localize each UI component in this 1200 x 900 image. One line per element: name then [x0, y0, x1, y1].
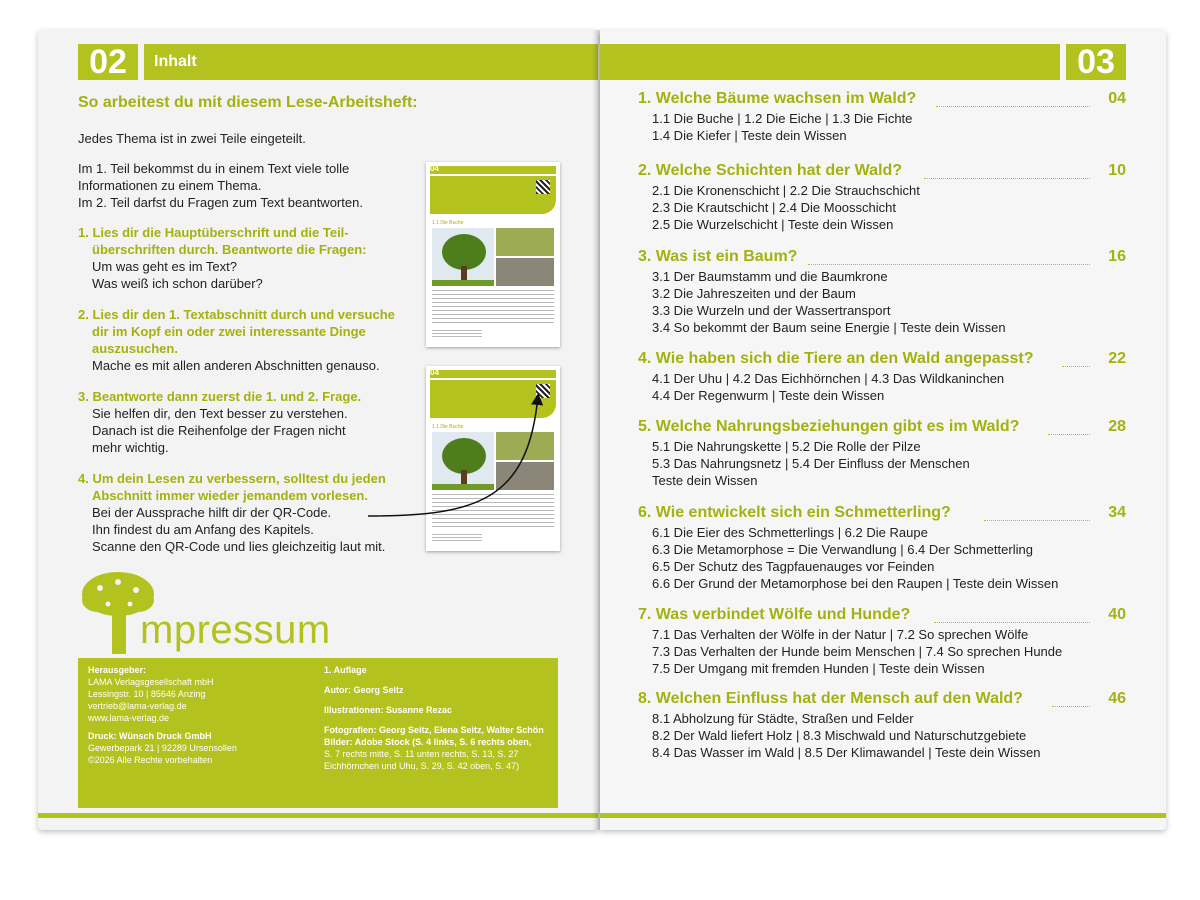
step-2: 2. Lies dir den 1. Textabschnitt durch und versuche dir im Kopf ein oder zwei interessante Dinge auszusuchen. Mache es mit allen anderen Abschnitten genauso.	[78, 307, 395, 373]
toc-item[interactable]: 7.1 Das Verhalten der Wölfe in der Natur | 7.2 So sprechen Wölfe	[652, 627, 1029, 642]
toc-item[interactable]: 2.5 Die Wurzelschicht | Teste dein Wissen	[652, 217, 894, 232]
toc-page-number: 46	[1108, 690, 1126, 707]
toc-item[interactable]: 2.3 Die Krautschicht | 2.4 Die Moosschicht	[652, 200, 896, 215]
impressum-publisher-column: Herausgeber: LAMA Verlagsgesellschaft mbH Lessingstr. 10 | 85646 Anzing vertrieb@lama-verlag.de www.lama-verlag.de Druck: Wünsch Druck GmbH Gewerbepark 21 | 92289 Ursensollen ©2026 Alle Rechte vorbehalten	[88, 665, 237, 765]
toc-page-number: 22	[1108, 350, 1126, 367]
toc-item[interactable]: 1.4 Die Kiefer | Teste dein Wissen	[652, 128, 847, 143]
thumbnail-page-number: 04	[430, 368, 439, 377]
toc-item[interactable]: 6.5 Der Schutz des Tagpfauenauges vor Feinden	[652, 559, 935, 574]
toc-item[interactable]: 5.1 Die Nahrungskette | 5.2 Die Rolle der Pilze	[652, 439, 921, 454]
toc-section	[638, 350, 1126, 404]
toc-page-number: 34	[1108, 504, 1126, 521]
toc-section	[638, 690, 1126, 761]
toc-page-number: 16	[1108, 248, 1126, 265]
toc-section	[638, 606, 1126, 677]
intro-title: So arbeitest du mit diesem Lese-Arbeitsheft:	[78, 94, 418, 111]
toc-item[interactable]: 3.3 Die Wurzeln und der Wassertransport	[652, 303, 891, 318]
toc-item[interactable]: 1.1 Die Buche | 1.2 Die Eiche | 1.3 Die Fichte	[652, 111, 913, 126]
parts-line: Informationen zu einem Thema.	[78, 178, 262, 193]
toc-section	[638, 418, 1126, 489]
toc-item[interactable]: 8.4 Das Wasser im Wald | 8.5 Der Klimawandel | Teste dein Wissen	[652, 745, 1041, 760]
toc-section	[638, 248, 1126, 336]
toc-item[interactable]: 4.4 Der Regenwurm | Teste dein Wissen	[652, 388, 885, 403]
thumbnail-subheading: 1.1 Die Buche	[432, 220, 464, 226]
toc-item[interactable]: 5.3 Das Nahrungsnetz | 5.4 Der Einfluss der Menschen	[652, 456, 970, 471]
toc-page-number: 40	[1108, 606, 1126, 623]
step-3: 3. Beantworte dann zuerst die 1. und 2. Frage. Sie helfen dir, den Text besser zu verstehen. Danach ist die Reihenfolge der Fragen nicht mehr wichtig.	[78, 389, 362, 455]
toc-item[interactable]: 3.2 Die Jahreszeiten und der Baum	[652, 286, 856, 301]
thumbnail-page-number: 04	[430, 164, 439, 173]
toc-item[interactable]: 6.6 Der Grund der Metamorphose bei den Raupen | Teste dein Wissen	[652, 576, 1059, 591]
toc-item[interactable]: 3.1 Der Baumstamm und die Baumkrone	[652, 269, 888, 284]
toc-item[interactable]: 8.2 Der Wald liefert Holz | 8.3 Mischwald und Naturschutzgebiete	[652, 728, 1027, 743]
toc-item[interactable]: 8.1 Abholzung für Städte, Straßen und Felder	[652, 711, 914, 726]
toc-section-title[interactable]: 5. Welche Nahrungsbeziehungen gibt es im Wald?	[638, 418, 1020, 435]
toc-item[interactable]: 2.1 Die Kronenschicht | 2.2 Die Strauchschicht	[652, 183, 920, 198]
toc-page-number: 28	[1108, 418, 1126, 435]
left-page-number: 02	[78, 44, 138, 80]
left-header-title: Inhalt	[144, 44, 598, 80]
impressum-credits-column: 1. Auflage Autor: Georg Seitz Illustrationen: Susanne Rezac Fotografien: Georg Seitz, Elena Seitz, Walter Schön Bilder: Adobe Stock (S. 4 links, S. 6 rechts oben, S. 7 rechts mitte, S. 11 unten rechts, S. 13, S. 27 Eichhörnchen und Uhu, S. 29, S. 42 oben, S. 47)	[324, 665, 544, 771]
intro-line: Jedes Thema ist in zwei Teile eingeteilt.	[78, 131, 306, 146]
toc-item[interactable]: Teste dein Wissen	[652, 473, 758, 488]
toc-item[interactable]: 7.5 Der Umgang mit fremden Hunden | Teste dein Wissen	[652, 661, 985, 676]
toc-item[interactable]: 4.1 Der Uhu | 4.2 Das Eichhörnchen | 4.3 Das Wildkaninchen	[652, 371, 1005, 386]
toc-item[interactable]: 6.3 Die Metamorphose = Die Verwandlung | 6.4 Der Schmetterling	[652, 542, 1033, 557]
toc-page-number: 04	[1108, 90, 1126, 107]
right-page	[600, 30, 1166, 830]
toc-section-title[interactable]: 3. Was ist ein Baum?	[638, 248, 798, 265]
toc-section	[638, 162, 1126, 233]
toc-section-title[interactable]: 2. Welche Schichten hat der Wald?	[638, 162, 903, 179]
toc-section	[638, 504, 1126, 592]
step-4: 4. Um dein Lesen zu verbessern, solltest du jeden Abschnitt immer wieder jemandem vorlesen. Bei der Aussprache hilft dir der QR-Code. Ihn findest du am Anfang des Kapitels. Scanne den QR-Code und lies gleichzeitig laut mit.	[78, 471, 386, 554]
toc-item[interactable]: 7.3 Das Verhalten der Hunde beim Menschen | 7.4 So sprechen Hunde	[652, 644, 1063, 659]
parts-line: Im 1. Teil bekommst du in einem Text viele tolle	[78, 161, 350, 176]
toc-item[interactable]: 6.1 Die Eier des Schmetterlings | 6.2 Die Raupe	[652, 525, 928, 540]
toc-item[interactable]: 3.4 So bekommt der Baum seine Energie | Teste dein Wissen	[652, 320, 1006, 335]
toc-section-title[interactable]: 7. Was verbindet Wölfe und Hunde?	[638, 606, 911, 623]
toc-section-title[interactable]: 1. Welche Bäume wachsen im Wald?	[638, 90, 917, 107]
right-page-number: 03	[1066, 44, 1126, 80]
left-page	[38, 30, 598, 830]
toc-section-title[interactable]: 8. Welchen Einfluss hat der Mensch auf den Wald?	[638, 690, 1023, 707]
thumbnail-subheading: 1.1 Die Buche	[432, 424, 464, 430]
impressum-box	[78, 658, 558, 808]
right-header	[600, 44, 1126, 80]
impressum-title: mpressum	[140, 608, 331, 652]
toc-section-title[interactable]: 4. Wie haben sich die Tiere an den Wald angepasst?	[638, 350, 1034, 367]
toc-section-title[interactable]: 6. Wie entwickelt sich ein Schmetterling?	[638, 504, 951, 521]
toc-section	[638, 90, 1126, 144]
parts-line: Im 2. Teil darfst du Fragen zum Text beantworten.	[78, 195, 363, 210]
toc-page-number: 10	[1108, 162, 1126, 179]
step-1: 1. Lies dir die Hauptüberschrift und die Teil- überschriften durch. Beantworte die Fragen: Um was geht es im Text? Was weiß ich schon darüber?	[78, 225, 367, 291]
